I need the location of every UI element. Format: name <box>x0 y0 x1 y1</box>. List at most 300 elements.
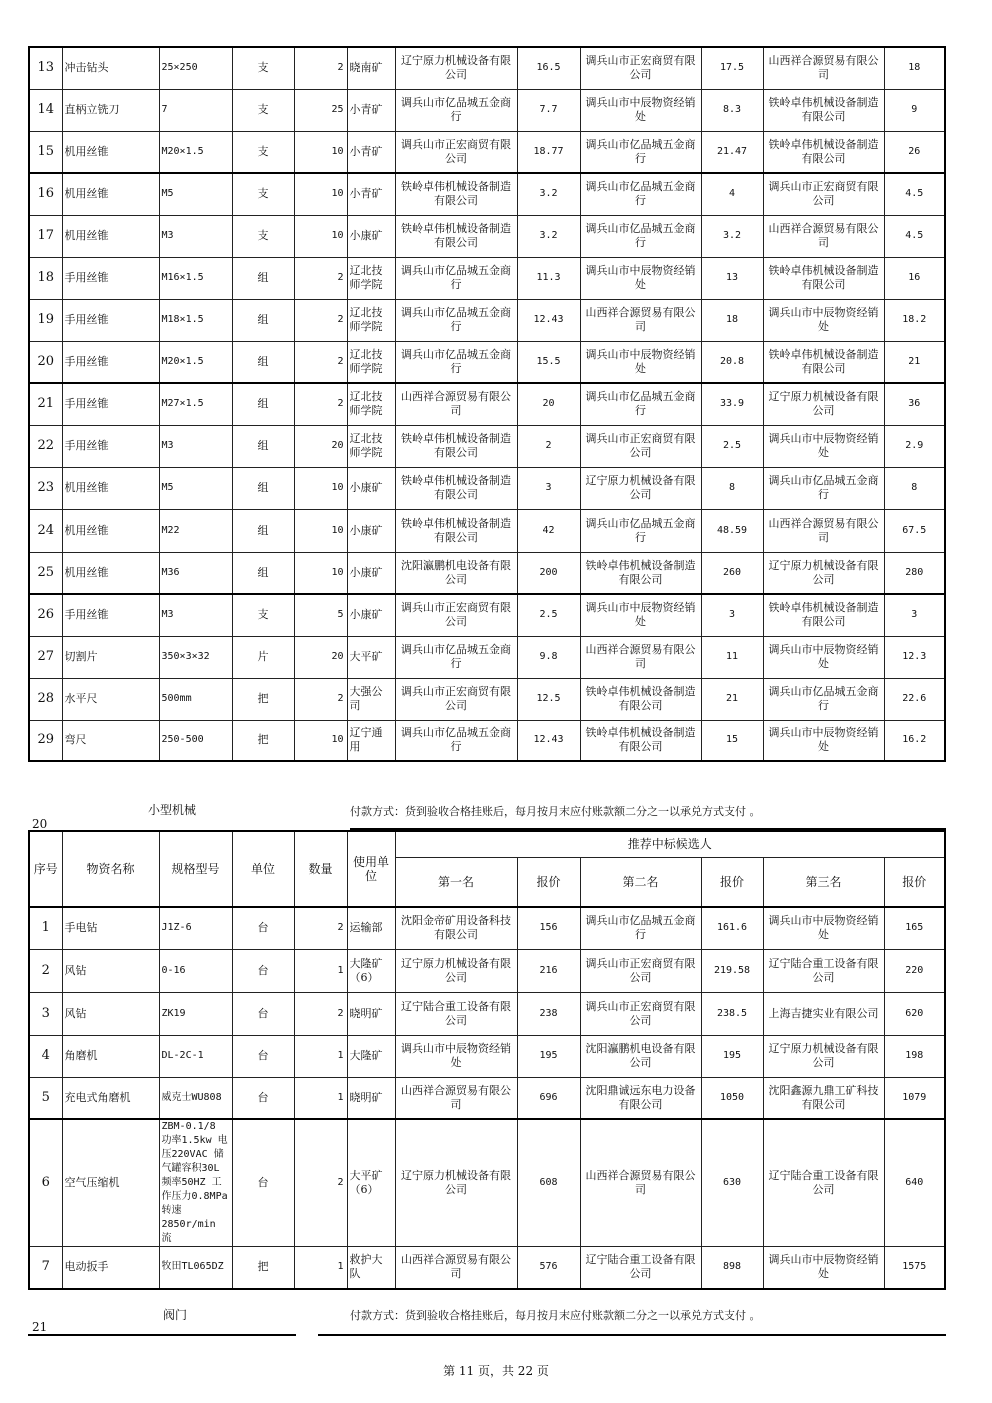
cell-p1: 7.7 <box>517 89 580 131</box>
cell-qty: 10 <box>294 173 347 215</box>
cell-spec: DL-2C-1 <box>159 1035 232 1077</box>
cell-c1: 调兵山市亿品城五金商行 <box>395 720 517 761</box>
cell-no: 1 <box>29 907 62 949</box>
cell-name: 手用丝锥 <box>62 341 159 383</box>
header-price-1: 报价 <box>517 857 580 907</box>
cell-name: 空气压缩机 <box>62 1119 159 1247</box>
cell-p1: 608 <box>517 1119 580 1247</box>
table-row <box>29 1035 945 1077</box>
cell-unit: 台 <box>232 949 294 992</box>
cell-name: 手用丝锥 <box>62 425 159 467</box>
table-row <box>29 992 945 1035</box>
cell-c3: 铁岭卓伟机械设备制造有限公司 <box>763 341 884 383</box>
table-row <box>29 467 945 509</box>
cell-user: 晓明矿 <box>347 1077 395 1119</box>
cell-c1: 调兵山市正宏商贸有限公司 <box>395 131 517 173</box>
cell-c1: 调兵山市亿品城五金商行 <box>395 89 517 131</box>
cell-p1: 3.2 <box>517 215 580 257</box>
cell-c3: 调兵山市亿品城五金商行 <box>763 678 884 720</box>
cell-p1: 216 <box>517 949 580 992</box>
table-row <box>29 678 945 720</box>
cell-no: 14 <box>29 89 62 131</box>
cell-user: 小康矿 <box>347 467 395 509</box>
cell-spec: M16×1.5 <box>159 257 232 299</box>
cell-c3: 铁岭卓伟机械设备制造有限公司 <box>763 594 884 636</box>
cell-p1: 2.5 <box>517 594 580 636</box>
table-row <box>29 299 945 341</box>
cell-qty: 20 <box>294 636 347 678</box>
cell-p2: 8 <box>701 467 763 509</box>
cell-p1: 20 <box>517 383 580 425</box>
cell-p3: 2.9 <box>884 425 945 467</box>
cell-c2: 调兵山市亿品城五金商行 <box>580 383 701 425</box>
cell-p1: 696 <box>517 1077 580 1119</box>
table-row <box>29 594 945 636</box>
cell-c1: 铁岭卓伟机械设备制造有限公司 <box>395 467 517 509</box>
table-row <box>29 1119 945 1247</box>
cell-unit: 组 <box>232 257 294 299</box>
page-footer: 第 11 页，共 22 页 <box>443 1364 549 1378</box>
cell-p1: 12.43 <box>517 720 580 761</box>
cell-p2: 898 <box>701 1247 763 1289</box>
cell-p1: 200 <box>517 552 580 594</box>
cell-c3: 辽宁陆合重工设备有限公司 <box>763 1119 884 1247</box>
cell-name: 机用丝锥 <box>62 215 159 257</box>
cell-spec: 250-500 <box>159 720 232 761</box>
cell-qty: 2 <box>294 1119 347 1247</box>
cell-qty: 20 <box>294 425 347 467</box>
table-row <box>29 949 945 992</box>
table-row <box>29 720 945 761</box>
cell-c3: 调兵山市中辰物资经销处 <box>763 907 884 949</box>
cell-p2: 630 <box>701 1119 763 1247</box>
cell-spec: M36 <box>159 552 232 594</box>
table-row <box>29 47 945 89</box>
cell-p1: 42 <box>517 509 580 552</box>
cell-p2: 11 <box>701 636 763 678</box>
cell-user: 晓南矿 <box>347 47 395 89</box>
table-row <box>29 89 945 131</box>
cell-p2: 48.59 <box>701 509 763 552</box>
cell-spec: 7 <box>159 89 232 131</box>
cell-c2: 山西祥合源贸易有限公司 <box>580 636 701 678</box>
cell-p3: 280 <box>884 552 945 594</box>
table-row <box>29 215 945 257</box>
cell-p3: 18.2 <box>884 299 945 341</box>
cell-c2: 调兵山市中辰物资经销处 <box>580 594 701 636</box>
cell-p3: 12.3 <box>884 636 945 678</box>
header-first: 第一名 <box>395 857 517 907</box>
cell-user: 小康矿 <box>347 594 395 636</box>
cell-no: 3 <box>29 992 62 1035</box>
header-no: 序号 <box>29 831 62 907</box>
header-price-3: 报价 <box>884 857 945 907</box>
cell-p1: 12.5 <box>517 678 580 720</box>
cell-user: 小康矿 <box>347 509 395 552</box>
header-user: 使用单位 <box>347 831 395 907</box>
cell-unit: 组 <box>232 383 294 425</box>
section-title: 阀门 <box>163 1308 188 1322</box>
cell-c3: 铁岭卓伟机械设备制造有限公司 <box>763 257 884 299</box>
cell-spec: ZBM-0.1/8 功率1.5kw 电压220VAC 储气罐容积30L 频率50HZ 工作压力0.8MPa 转速2850r/min 流 <box>159 1119 232 1247</box>
cell-c2: 山西祥合源贸易有限公司 <box>580 1119 701 1247</box>
cell-unit: 组 <box>232 425 294 467</box>
section-index: 21 <box>32 1320 48 1334</box>
cell-c1: 铁岭卓伟机械设备制造有限公司 <box>395 509 517 552</box>
cell-c2: 调兵山市亿品城五金商行 <box>580 907 701 949</box>
cell-c3: 山西祥合源贸易有限公司 <box>763 215 884 257</box>
cell-c1: 铁岭卓伟机械设备制造有限公司 <box>395 173 517 215</box>
cell-c2: 沈阳瀛鹏机电设备有限公司 <box>580 1035 701 1077</box>
cell-user: 小青矿 <box>347 173 395 215</box>
cell-p3: 1575 <box>884 1247 945 1289</box>
cell-name: 冲击钻头 <box>62 47 159 89</box>
cell-qty: 1 <box>294 949 347 992</box>
cell-p3: 16.2 <box>884 720 945 761</box>
cell-user: 辽北技师学院 <box>347 383 395 425</box>
cell-p1: 238 <box>517 992 580 1035</box>
cell-p3: 36 <box>884 383 945 425</box>
table-row <box>29 1077 945 1119</box>
table-row <box>29 509 945 552</box>
cell-p2: 18 <box>701 299 763 341</box>
cell-c1: 辽宁陆合重工设备有限公司 <box>395 992 517 1035</box>
cell-c2: 调兵山市正宏商贸有限公司 <box>580 949 701 992</box>
cell-no: 18 <box>29 257 62 299</box>
cell-c3: 山西祥合源贸易有限公司 <box>763 509 884 552</box>
cell-p3: 21 <box>884 341 945 383</box>
cell-unit: 把 <box>232 720 294 761</box>
cell-spec: ZK19 <box>159 992 232 1035</box>
cell-name: 风钻 <box>62 949 159 992</box>
cell-qty: 1 <box>294 1247 347 1289</box>
cell-unit: 台 <box>232 1035 294 1077</box>
cell-user: 晓明矿 <box>347 992 395 1035</box>
table-row <box>29 173 945 215</box>
cell-p2: 21 <box>701 678 763 720</box>
cell-unit: 组 <box>232 552 294 594</box>
cell-p2: 4 <box>701 173 763 215</box>
small-machinery-table <box>28 830 946 1290</box>
cell-p2: 3.2 <box>701 215 763 257</box>
cell-name: 机用丝锥 <box>62 131 159 173</box>
cell-unit: 支 <box>232 215 294 257</box>
cell-name: 角磨机 <box>62 1035 159 1077</box>
cell-qty: 1 <box>294 1077 347 1119</box>
cell-no: 13 <box>29 47 62 89</box>
materials-table-continued <box>28 46 946 762</box>
cell-c3: 山西祥合源贸易有限公司 <box>763 47 884 89</box>
cell-name: 手用丝锥 <box>62 383 159 425</box>
cell-name: 手电钻 <box>62 907 159 949</box>
cell-qty: 1 <box>294 1035 347 1077</box>
cell-c2: 铁岭卓伟机械设备制造有限公司 <box>580 678 701 720</box>
cell-name: 机用丝锥 <box>62 173 159 215</box>
cell-name: 充电式角磨机 <box>62 1077 159 1119</box>
cell-unit: 支 <box>232 594 294 636</box>
cell-spec: 500mm <box>159 678 232 720</box>
cell-c1: 调兵山市中辰物资经销处 <box>395 1035 517 1077</box>
payment-terms: 付款方式：货到验收合格挂账后，每月按月末应付账款额二分之一以承兑方式支付 。 <box>350 805 761 818</box>
cell-user: 辽宁通用 <box>347 720 395 761</box>
cell-unit: 支 <box>232 173 294 215</box>
cell-user: 小青矿 <box>347 89 395 131</box>
header-third: 第三名 <box>763 857 884 907</box>
cell-p2: 2.5 <box>701 425 763 467</box>
header-row-1 <box>29 831 945 857</box>
cell-qty: 2 <box>294 257 347 299</box>
cell-spec: M20×1.5 <box>159 131 232 173</box>
cell-qty: 10 <box>294 131 347 173</box>
cell-user: 小康矿 <box>347 552 395 594</box>
table-row <box>29 907 945 949</box>
cell-p1: 195 <box>517 1035 580 1077</box>
cell-no: 6 <box>29 1119 62 1247</box>
cell-c3: 调兵山市正宏商贸有限公司 <box>763 173 884 215</box>
cell-c3: 调兵山市中辰物资经销处 <box>763 1247 884 1289</box>
cell-p1: 2 <box>517 425 580 467</box>
cell-user: 运输部 <box>347 907 395 949</box>
table-row <box>29 257 945 299</box>
cell-c2: 铁岭卓伟机械设备制造有限公司 <box>580 720 701 761</box>
cell-unit: 支 <box>232 131 294 173</box>
table-row <box>29 131 945 173</box>
cell-user: 辽北技师学院 <box>347 299 395 341</box>
cell-p2: 15 <box>701 720 763 761</box>
cell-p3: 620 <box>884 992 945 1035</box>
cell-user: 辽北技师学院 <box>347 257 395 299</box>
cell-c1: 调兵山市亿品城五金商行 <box>395 341 517 383</box>
cell-user: 小康矿 <box>347 215 395 257</box>
cell-c2: 山西祥合源贸易有限公司 <box>580 299 701 341</box>
table-row <box>29 636 945 678</box>
header-unit: 单位 <box>232 831 294 907</box>
cell-c2: 调兵山市亿品城五金商行 <box>580 131 701 173</box>
cell-p1: 9.8 <box>517 636 580 678</box>
cell-no: 5 <box>29 1077 62 1119</box>
cell-p3: 4.5 <box>884 215 945 257</box>
cell-name: 手用丝锥 <box>62 594 159 636</box>
cell-unit: 台 <box>232 992 294 1035</box>
cell-p3: 220 <box>884 949 945 992</box>
cell-user: 大隆矿（6） <box>347 949 395 992</box>
cell-c3: 调兵山市中辰物资经销处 <box>763 299 884 341</box>
cell-c1: 调兵山市亿品城五金商行 <box>395 257 517 299</box>
cell-p2: 33.9 <box>701 383 763 425</box>
cell-c2: 调兵山市正宏商贸有限公司 <box>580 425 701 467</box>
cell-p1: 15.5 <box>517 341 580 383</box>
cell-c3: 沈阳鑫源九鼎工矿科技有限公司 <box>763 1077 884 1119</box>
cell-p2: 195 <box>701 1035 763 1077</box>
cell-c2: 调兵山市亿品城五金商行 <box>580 509 701 552</box>
cell-name: 机用丝锥 <box>62 509 159 552</box>
cell-user: 辽北技师学院 <box>347 341 395 383</box>
cell-name: 电动扳手 <box>62 1247 159 1289</box>
cell-c2: 调兵山市中辰物资经销处 <box>580 341 701 383</box>
cell-p1: 11.3 <box>517 257 580 299</box>
cell-p2: 238.5 <box>701 992 763 1035</box>
cell-c2: 调兵山市亿品城五金商行 <box>580 173 701 215</box>
cell-c1: 辽宁原力机械设备有限公司 <box>395 47 517 89</box>
cell-unit: 把 <box>232 1247 294 1289</box>
cell-unit: 支 <box>232 89 294 131</box>
cell-c2: 调兵山市中辰物资经销处 <box>580 257 701 299</box>
cell-qty: 10 <box>294 552 347 594</box>
header-spec: 规格型号 <box>159 831 232 907</box>
cell-c3: 调兵山市中辰物资经销处 <box>763 720 884 761</box>
cell-user: 大平矿（6） <box>347 1119 395 1247</box>
cell-spec: 0-16 <box>159 949 232 992</box>
cell-unit: 台 <box>232 1077 294 1119</box>
cell-unit: 台 <box>232 1119 294 1247</box>
cell-no: 22 <box>29 425 62 467</box>
header-candidates: 推荐中标候选人 <box>395 831 945 857</box>
cell-spec: 25×250 <box>159 47 232 89</box>
table-row <box>29 552 945 594</box>
cell-c3: 铁岭卓伟机械设备制造有限公司 <box>763 131 884 173</box>
cell-p2: 8.3 <box>701 89 763 131</box>
cell-spec: 350×3×32 <box>159 636 232 678</box>
cell-no: 15 <box>29 131 62 173</box>
cell-unit: 组 <box>232 299 294 341</box>
cell-c2: 调兵山市亿品城五金商行 <box>580 215 701 257</box>
cell-c1: 铁岭卓伟机械设备制造有限公司 <box>395 215 517 257</box>
cell-p2: 219.58 <box>701 949 763 992</box>
cell-spec: M18×1.5 <box>159 299 232 341</box>
cell-p3: 67.5 <box>884 509 945 552</box>
cell-spec: M22 <box>159 509 232 552</box>
cell-c1: 沈阳瀛鹏机电设备有限公司 <box>395 552 517 594</box>
cell-name: 手用丝锥 <box>62 257 159 299</box>
cell-c1: 调兵山市正宏商贸有限公司 <box>395 594 517 636</box>
cell-name: 风钻 <box>62 992 159 1035</box>
cell-spec: M3 <box>159 594 232 636</box>
cell-p1: 156 <box>517 907 580 949</box>
cell-name: 手用丝锥 <box>62 299 159 341</box>
cell-p1: 3.2 <box>517 173 580 215</box>
cell-p1: 576 <box>517 1247 580 1289</box>
cell-c1: 辽宁原力机械设备有限公司 <box>395 1119 517 1247</box>
cell-unit: 支 <box>232 47 294 89</box>
cell-c3: 铁岭卓伟机械设备制造有限公司 <box>763 89 884 131</box>
cell-c3: 调兵山市中辰物资经销处 <box>763 636 884 678</box>
cell-no: 21 <box>29 383 62 425</box>
cell-p2: 161.6 <box>701 907 763 949</box>
cell-c3: 辽宁陆合重工设备有限公司 <box>763 949 884 992</box>
header-price-2: 报价 <box>701 857 763 907</box>
cell-p3: 1079 <box>884 1077 945 1119</box>
cell-unit: 组 <box>232 467 294 509</box>
cell-name: 机用丝锥 <box>62 467 159 509</box>
cell-qty: 2 <box>294 907 347 949</box>
cell-name: 直柄立铣刀 <box>62 89 159 131</box>
cell-no: 27 <box>29 636 62 678</box>
cell-user: 大平矿 <box>347 636 395 678</box>
cell-no: 24 <box>29 509 62 552</box>
cell-c3: 调兵山市亿品城五金商行 <box>763 467 884 509</box>
header-qty: 数量 <box>294 831 347 907</box>
cell-unit: 片 <box>232 636 294 678</box>
cell-qty: 10 <box>294 467 347 509</box>
cell-name: 弯尺 <box>62 720 159 761</box>
cell-c1: 山西祥合源贸易有限公司 <box>395 1247 517 1289</box>
header-name: 物资名称 <box>62 831 159 907</box>
cell-spec: 牧田TL065DZ <box>159 1247 232 1289</box>
cell-p2: 21.47 <box>701 131 763 173</box>
cell-no: 25 <box>29 552 62 594</box>
cell-user: 大强公司 <box>347 678 395 720</box>
cell-spec: M3 <box>159 215 232 257</box>
cell-user: 救护大队 <box>347 1247 395 1289</box>
cell-spec: M3 <box>159 425 232 467</box>
cell-spec: M20×1.5 <box>159 341 232 383</box>
cell-name: 机用丝锥 <box>62 552 159 594</box>
cell-p1: 18.77 <box>517 131 580 173</box>
cell-spec: M5 <box>159 467 232 509</box>
cell-spec: M27×1.5 <box>159 383 232 425</box>
cell-p1: 12.43 <box>517 299 580 341</box>
cell-p3: 18 <box>884 47 945 89</box>
cell-c3: 辽宁原力机械设备有限公司 <box>763 383 884 425</box>
cell-no: 4 <box>29 1035 62 1077</box>
cell-qty: 2 <box>294 47 347 89</box>
cell-user: 小青矿 <box>347 131 395 173</box>
cell-c2: 调兵山市正宏商贸有限公司 <box>580 47 701 89</box>
cell-c2: 辽宁原力机械设备有限公司 <box>580 467 701 509</box>
cell-no: 29 <box>29 720 62 761</box>
cell-c2: 调兵山市中辰物资经销处 <box>580 89 701 131</box>
cell-qty: 2 <box>294 992 347 1035</box>
cell-c1: 调兵山市亿品城五金商行 <box>395 299 517 341</box>
cell-no: 20 <box>29 341 62 383</box>
cell-qty: 2 <box>294 299 347 341</box>
cell-user: 大隆矿 <box>347 1035 395 1077</box>
cell-c1: 调兵山市正宏商贸有限公司 <box>395 678 517 720</box>
section-index: 20 <box>32 817 48 831</box>
cell-unit: 把 <box>232 678 294 720</box>
cell-no: 28 <box>29 678 62 720</box>
cell-spec: M5 <box>159 173 232 215</box>
cell-c3: 辽宁原力机械设备有限公司 <box>763 552 884 594</box>
cell-no: 16 <box>29 173 62 215</box>
cell-qty: 5 <box>294 594 347 636</box>
cell-spec: 威克士WU808 <box>159 1077 232 1119</box>
cell-p3: 26 <box>884 131 945 173</box>
cell-p2: 260 <box>701 552 763 594</box>
cell-spec: J1Z-6 <box>159 907 232 949</box>
cell-p3: 16 <box>884 257 945 299</box>
cell-qty: 10 <box>294 509 347 552</box>
cell-no: 17 <box>29 215 62 257</box>
cell-c2: 辽宁陆合重工设备有限公司 <box>580 1247 701 1289</box>
cell-qty: 2 <box>294 678 347 720</box>
table-row <box>29 341 945 383</box>
cell-qty: 10 <box>294 720 347 761</box>
cell-unit: 组 <box>232 509 294 552</box>
cell-qty: 2 <box>294 383 347 425</box>
table-row <box>29 383 945 425</box>
cell-no: 2 <box>29 949 62 992</box>
cell-p2: 20.8 <box>701 341 763 383</box>
cell-p3: 165 <box>884 907 945 949</box>
header-second: 第二名 <box>580 857 701 907</box>
cell-c1: 辽宁原力机械设备有限公司 <box>395 949 517 992</box>
cell-p3: 3 <box>884 594 945 636</box>
cell-name: 切割片 <box>62 636 159 678</box>
cell-p1: 16.5 <box>517 47 580 89</box>
table-row <box>29 1247 945 1289</box>
cell-no: 26 <box>29 594 62 636</box>
